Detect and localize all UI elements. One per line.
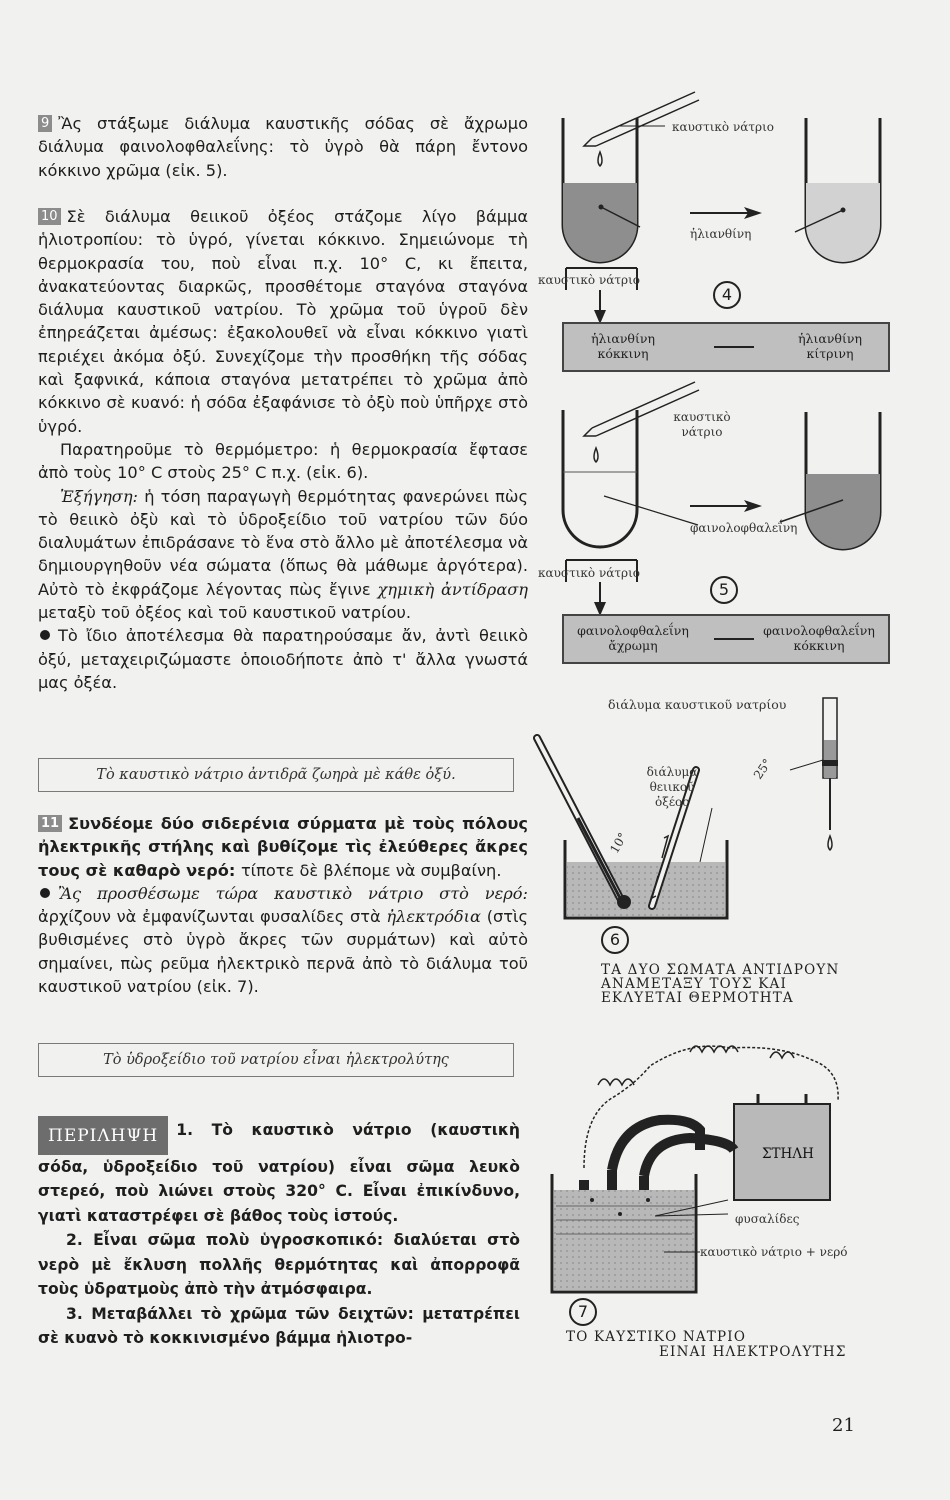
item-number-10: 10 (38, 208, 61, 225)
figure-5-banner-right: φαινολοφθαλεΐνη κόκκινη (763, 623, 875, 653)
figure-5-label-left: καυστικὸ νάτριο (538, 566, 640, 580)
figure-6-temp-low: 10° (607, 830, 631, 856)
rule-box-1: Τὸ καυστικὸ νάτριο ἀντιδρᾶ ζωηρὰ μὲ κάθε ὀξύ. (38, 758, 514, 792)
bullet-italic: Ἂς προσθέσωμε τώρα καυστικὸ νάτριο στὸ νερό: (58, 883, 528, 903)
figure-4-banner-arrow-icon (714, 346, 754, 348)
figure-7-number: 7 (569, 1298, 597, 1326)
figure-5-arrow-icon (690, 500, 762, 512)
paragraph-9-text: Ἂς στάξωμε διάλυμα καυστικῆς σόδας σὲ ἄχρωμο διάλυμα φαινολοφθαλεΐνης: τὸ ὑγρὸ θὰ πάρη ἔντονο κόκκινο χρῶμα (εἰκ. 5). (38, 114, 528, 180)
figure-5-number: 5 (710, 576, 738, 604)
figure-4-label-mid: ἡλιανθίνη (690, 227, 752, 241)
figure-5-label-mid: φαινολοφθαλεΐνη (690, 521, 798, 535)
figure-7-battery-label: ΣΤΗΛΗ (762, 1146, 814, 1162)
figure-7-tank (552, 1174, 728, 1292)
paragraph-10-text: Σὲ διάλυμα θειικοῦ ὀξέος στάζομε λίγο βάμμα ἡλιοτροπίου: τὸ ὑγρό, γίνεται κόκκινο. Σημειώνομε τὴ θερμοκρασία του, ποὺ εἶναι π.χ. 10° C, κι ἔπειτα, ἀνακατεύοντας διαρκῶς, προσθέτομε σταγόνα σταγόνα διάλυμα καυστικοῦ νατρίου. Τὸ χρῶμα τοῦ ὑγροῦ δὲν ἐπηρεάζεται ἀμέσως: ἐξακολουθεῖ νὰ εἶναι κόκκινο γιατὶ περιέχει ἀκόμα ὀξύ. Συνεχίζομε τὴν προσθήκη τῆς σόδας καὶ ξαφνικά, κάποια σταγόνα μετατρέπει τὸ χρῶμα ἀπὸ κόκκινο σὲ κυανό: ἡ σόδα ἐξαφάνισε τὸ ὀξὺ ποὺ ὑπῆρχε στὸ ὑγρό. (38, 207, 528, 436)
explanation-text: ἡ τόση παραγωγὴ θερμότητας φανερώνει πὼς τὸ θειικὸ ὀξὺ καὶ τὸ ὑδροξείδιο τοῦ νατρίου τῶν δύο διαλυμάτων ἐπιδράσανε τὸ ἕνα στὸ ἄλλο μὲ ἀποτέλεσμα νὰ δημιουργηθοῦν νέα σώματα (ὅπως θὰ μάθωμε ἀργότερα). Αὐτὸ τὸ ἐκφράζομε λέγοντας πὼς ἔγινε (38, 486, 528, 599)
figure-6-temp-high: 25° (750, 756, 775, 782)
figure-6-caption: ΤΑ ΔΥΟ ΣΩΜΑΤΑ ΑΝΤΙΔΡΟΥΝ ΑΝΑΜΕΤΑΞΥ ΤΟΥΣ ΚΑΙ ΕΚΛΥΕΤΑΙ ΘΕΡΜΟΤΗΤΑ (601, 962, 840, 1006)
bullet-text: Τὸ ἴδιο ἀποτέλεσμα θὰ παρατηρούσαμε ἄν, ἀντὶ θειικὸ ὀξύ, μεταχειριζώμαστε ὁποιοδήποτε ἀπὸ τ' ἄλλα γνωστά μας ὀξέα. (38, 626, 528, 692)
figure-6-burette (700, 698, 838, 862)
electrodes-term: ἠλεκτρόδια (386, 907, 481, 927)
item-number-9: 9 (38, 115, 52, 132)
figure-4-banner (562, 322, 890, 372)
paragraph-11-text: Συνδέομε δύο σιδερένια σύρματα μὲ τοὺς πόλους ἠλεκτρικῆς στήλης καὶ βυθίζομε τὶς ἐλεύθερες ἄκρες τους σὲ καθαρὸ νερό: (38, 814, 528, 880)
paragraph-11-text-b: τίποτε δὲ βλέπομε νὰ συμβαίνη. (240, 860, 502, 880)
item-number-11: 11 (38, 815, 62, 832)
figure-4-label-top: καυστικὸ νάτριο (672, 120, 774, 134)
figure-7-caption-line-2: ΕΙΝΑΙ ΗΛΕΚΤΡΟΛΥΤΗΣ (659, 1344, 847, 1360)
figure-4-beaker-left (563, 118, 640, 262)
summary-badge: ΠΕΡΙΛΗΨΗ (38, 1116, 168, 1155)
figure-5-banner-arrow-icon (714, 638, 754, 640)
paragraph-10-observation: Παρατηροῦμε τὸ θερμόμετρο: ἡ θερμοκρασία ἔφτασε ἀπὸ τοὺς 10° C στοὺς 25° C π.χ. (εἰκ. 6). (38, 439, 528, 483)
bullet-text-a: ἀρχίζουν νὰ ἐμφανίζωνται φυσαλίδες στὰ (38, 907, 381, 927)
explanation-label: Ἐξήγηση: (60, 486, 138, 506)
figure-7-label-bubbles: φυσαλίδες (735, 1212, 800, 1226)
figure-4-banner-left: ἡλιανθίνη κόκκινη (591, 331, 655, 361)
page-number: 21 (832, 1415, 855, 1436)
figure-5-banner-left: φαινολοφθαλεΐνη ἄχρωμη (577, 623, 689, 653)
figure-4-beaker-right (795, 118, 880, 262)
figure-4-arrow-icon (690, 207, 762, 219)
figure-6-number: 6 (601, 926, 629, 954)
figure-6-label-top: διάλυμα καυστικοῦ νατρίου (608, 697, 787, 712)
figure-4-label-left: καυστικὸ νάτριο (538, 273, 640, 287)
figure-4-banner-right: ἡλιανθίνη κίτρινη (798, 331, 862, 361)
explanation-text-end: μεταξὺ τοῦ ὀξέος καὶ τοῦ καυστικοῦ νατρίου. (38, 603, 412, 623)
summary-point-2: 2. Εἶναι σῶμα πολὺ ὑγροσκοπικό: διαλύεται στὸ νερὸ μὲ ἔκλυση πολλῆς θερμότητας καὶ ἀπορροφᾶ τοὺς ὑδρατμοὺς ἀπὸ τὴν ἀτμόσφαιρα. (38, 1231, 520, 1298)
rule-box-2: Τὸ ὑδροξείδιο τοῦ νατρίου εἶναι ἠλεκτρολύτης (38, 1043, 514, 1077)
figure-5-banner (562, 614, 890, 664)
chemical-reaction-term: χημικὴ ἀντίδραση (377, 579, 529, 599)
summary-point-1: 1. Τὸ καυστικὸ νάτριο (καυστικὴ σόδα, ὑδροξείδιο τοῦ νατρίου) εἶναι σῶμα λευκὸ στερεό, ποὺ λιώνει στοὺς 320° C. Εἶναι ἐπικίνδυνο, γιατὶ καταστρέφει σὲ βάθος τοὺς ἱστούς. (38, 1121, 520, 1225)
summary-point-3: 3. Μεταβάλλει τὸ χρῶμα τῶν δειχτῶν: μετατρέπει σὲ κυανὸ τὸ κοκκινισμένο βάμμα ἡλιοτρο- (38, 1304, 520, 1347)
figure-5-label-top: καυστικὸ νάτριο (673, 410, 731, 439)
figure-4-number: 4 (713, 281, 741, 309)
bullet-text-b: (στὶς βυθισμένες στὸ ὑγρὸ ἄκρες τῶν συρμάτων) καὶ αὐτὸ σημαίνει, πὼς ρεῦμα ἠλεκτρικὸ περνᾶ ἀπὸ τὸ διάλυμα τοῦ καυστικοῦ νατρίου (εἰκ. 7). (38, 907, 528, 997)
figure-7-label-solution: καυστικὸ νάτριο + νερό (700, 1245, 848, 1259)
figure-7-caption-line-1: ΤΟ ΚΑΥΣΤΙΚΟ ΝΑΤΡΙΟ (566, 1329, 747, 1345)
figure-6-label-acid: διάλυμα θειικοῦ ὀξέος (646, 765, 698, 809)
